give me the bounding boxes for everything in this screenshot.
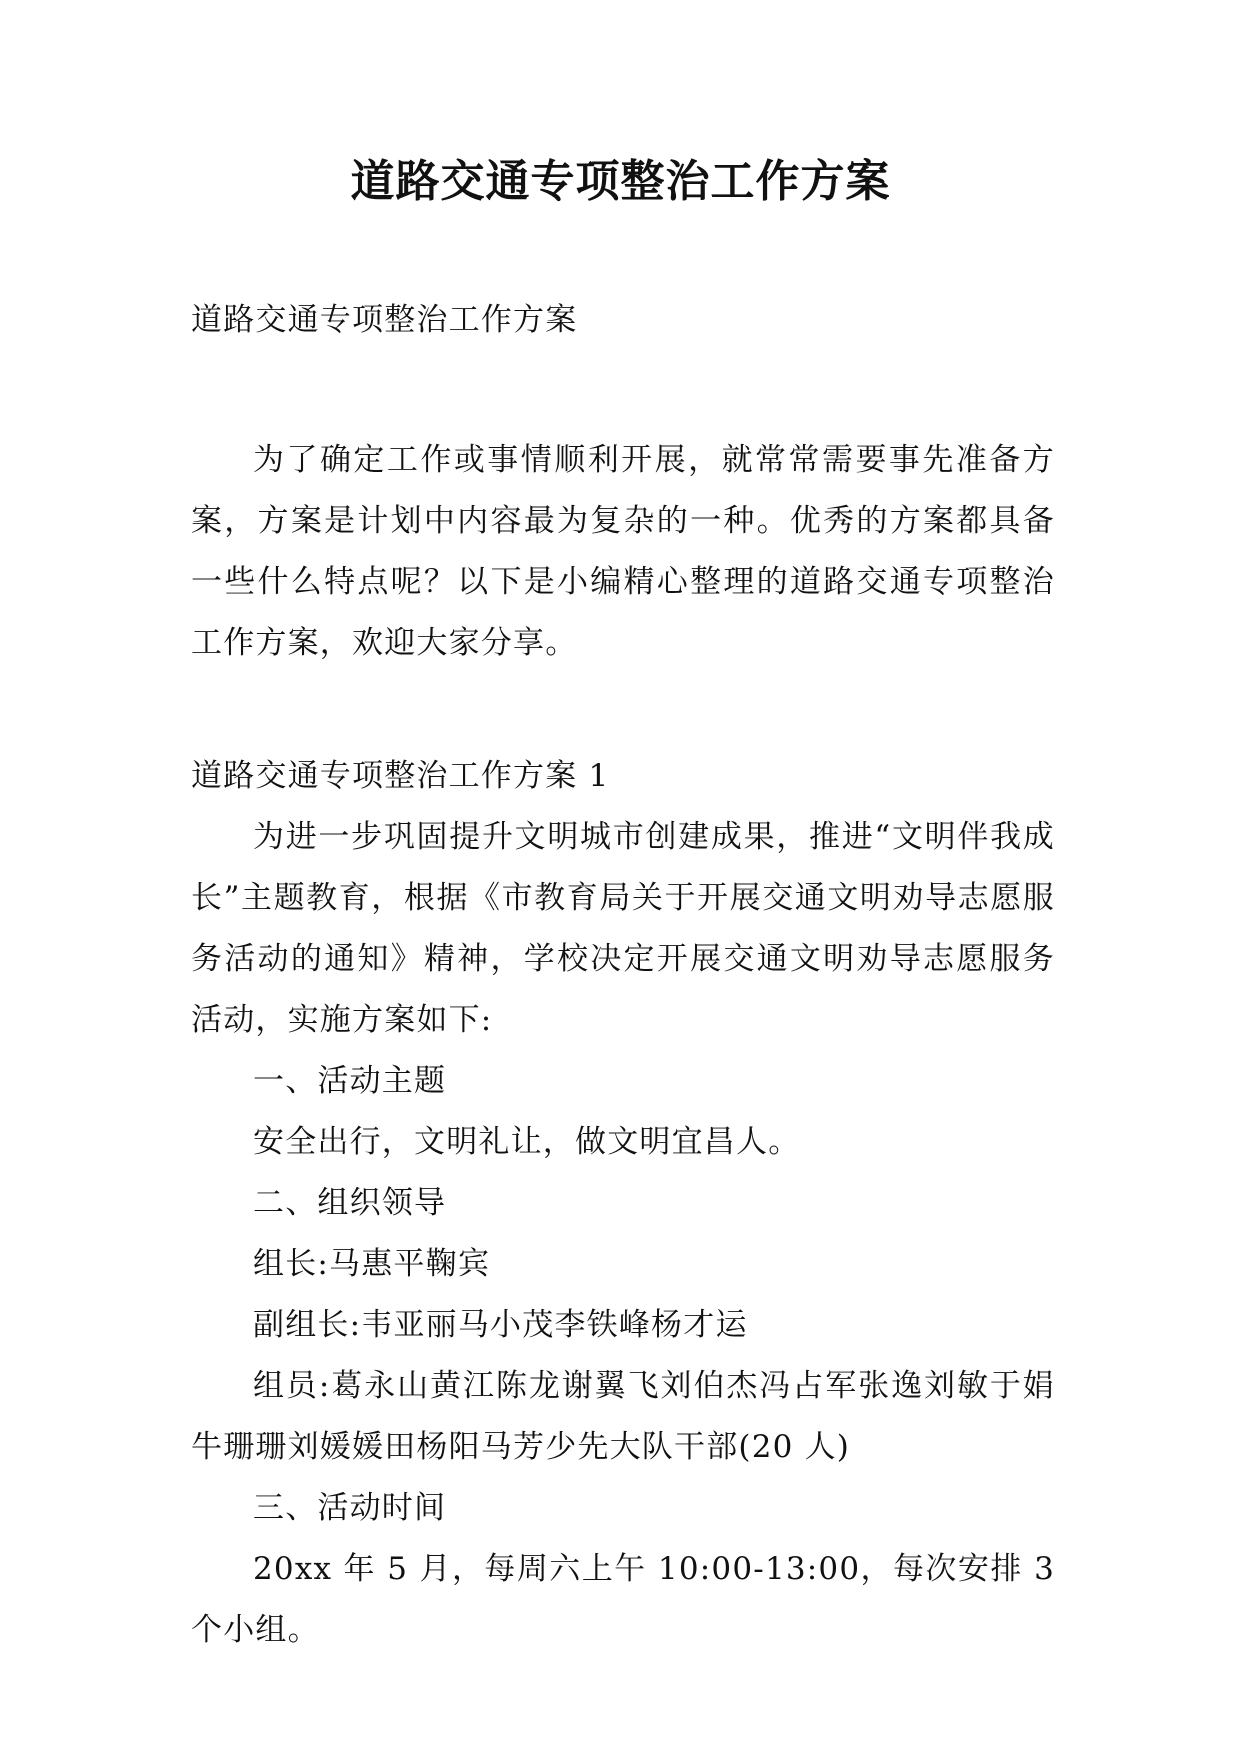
paragraph-members: 组员:葛永山黄江陈龙谢翼飞刘伯杰冯占军张逸刘敏于娟牛珊珊刘媛媛田杨阳马芳少先大队干部(20 人)	[191, 1368, 1055, 1465]
paragraph-background: 为进一步巩固提升文明城市创建成果，推进“文明伴我成长”主题教育，根据《市教育局关于开展交通文明劝导志愿服务活动的通知》精神，学校决定开展交通文明劝导志愿服务活动，实施方案如下:	[191, 819, 1055, 1038]
section-title: 道路交通专项整治工作方案 1	[191, 758, 610, 794]
intro-paragraph: 为了确定工作或事情顺利开展，就常常需要事先准备方案，方案是计划中内容最为复杂的一种。优秀的方案都具备一些什么特点呢？以下是小编精心整理的道路交通专项整治工作方案，欢迎大家分享。	[191, 442, 1055, 661]
paragraph-theme-slogan: 安全出行，文明礼让，做文明宜昌人。	[253, 1124, 801, 1160]
document-subtitle: 道路交通专项整治工作方案	[191, 302, 578, 338]
paragraph-schedule: 20xx 年 5 月，每周六上午 10:00-13:00，每次安排 3 个小组。	[191, 1551, 1055, 1648]
heading-organization: 二、组织领导	[253, 1185, 447, 1221]
document-title: 道路交通专项整治工作方案	[350, 156, 891, 207]
spacer	[191, 351, 1055, 430]
spacer	[191, 674, 1055, 746]
heading-activity-theme: 一、活动主题	[253, 1063, 447, 1099]
paragraph-leader: 组长:马惠平鞠宾	[253, 1246, 491, 1282]
document-body	[191, 290, 1055, 1661]
heading-activity-time: 三、活动时间	[253, 1490, 447, 1526]
paragraph-deputy-leaders: 副组长:韦亚丽马小茂李铁峰杨才运	[253, 1307, 748, 1343]
